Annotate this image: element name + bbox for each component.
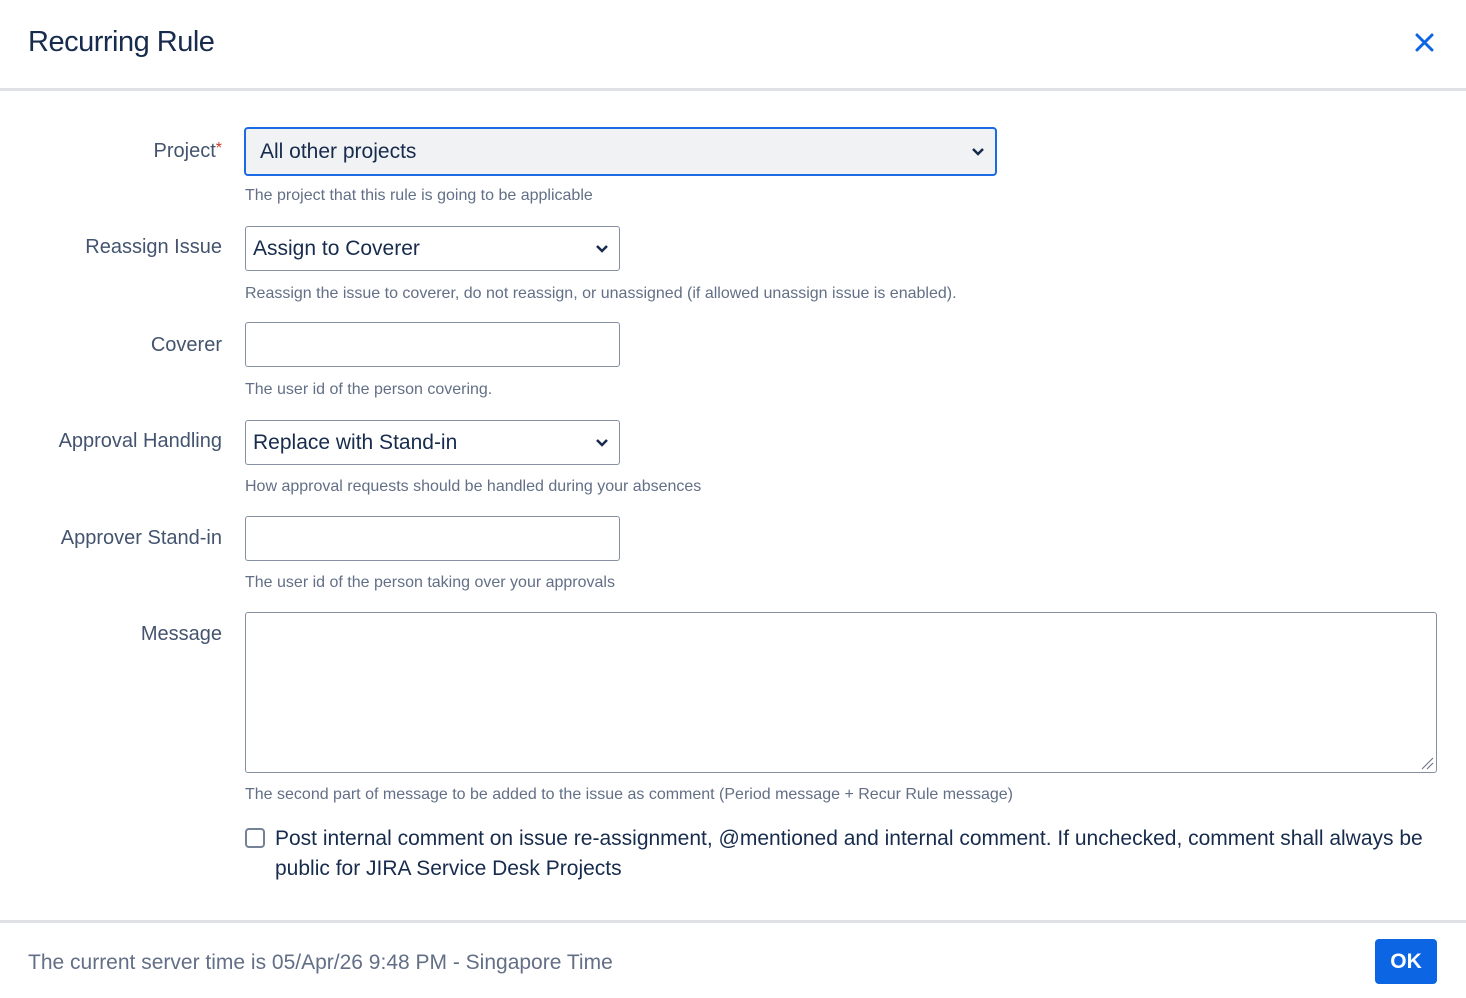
standin-label: Approver Stand-in: [60, 527, 222, 549]
reassign-help: Reassign the issue to coverer, do not reassign, or unassigned (if allowed unassign issue is enabled).: [245, 285, 957, 302]
coverer-help: The user id of the person covering.: [245, 381, 493, 398]
chevron-down-icon: [595, 438, 609, 448]
message-label: Message: [140, 623, 222, 645]
dialog-title: Recurring Rule: [28, 26, 215, 58]
approval-select[interactable]: [245, 420, 620, 465]
chevron-down-icon: [971, 147, 985, 157]
footer-divider: [0, 920, 1466, 923]
internal-comment-label[interactable]: Post internal comment on issue re-assignment, @mentioned and internal comment. If unchecked, comment shall always be public for JIRA Service Desk Projects: [275, 827, 1423, 880]
standin-input[interactable]: [245, 516, 620, 561]
required-mark: *: [215, 140, 222, 157]
message-textarea[interactable]: [245, 612, 1437, 773]
approval-label: Approval Handling: [58, 430, 222, 452]
chevron-down-icon: [595, 244, 609, 254]
reassign-select[interactable]: [245, 226, 620, 271]
close-button[interactable]: [1412, 28, 1438, 56]
standin-help: The user id of the person taking over your approvals: [245, 574, 615, 591]
project-select[interactable]: [244, 127, 997, 176]
internal-comment-checkbox[interactable]: [245, 828, 265, 848]
project-value: All other projects: [260, 139, 417, 163]
message-help: The second part of message to be added to the issue as comment (Period message + Recur Rule message): [245, 786, 1013, 803]
server-time-text: The current server time is 05/Apr/26 9:48 PM - Singapore Time: [28, 951, 613, 974]
coverer-label: Coverer: [150, 334, 222, 356]
project-help: The project that this rule is going to be applicable: [245, 187, 593, 204]
reassign-value: Assign to Coverer: [253, 236, 420, 260]
resize-handle-icon[interactable]: [1420, 756, 1434, 770]
project-label: Project*: [153, 140, 222, 162]
approval-help: How approval requests should be handled during your absences: [245, 478, 702, 495]
coverer-input[interactable]: [245, 322, 620, 367]
header-divider: [0, 88, 1466, 91]
approval-value: Replace with Stand-in: [253, 430, 458, 454]
ok-button[interactable]: OK: [1375, 939, 1437, 984]
reassign-label: Reassign Issue: [85, 236, 222, 258]
close-icon: [1412, 28, 1438, 56]
